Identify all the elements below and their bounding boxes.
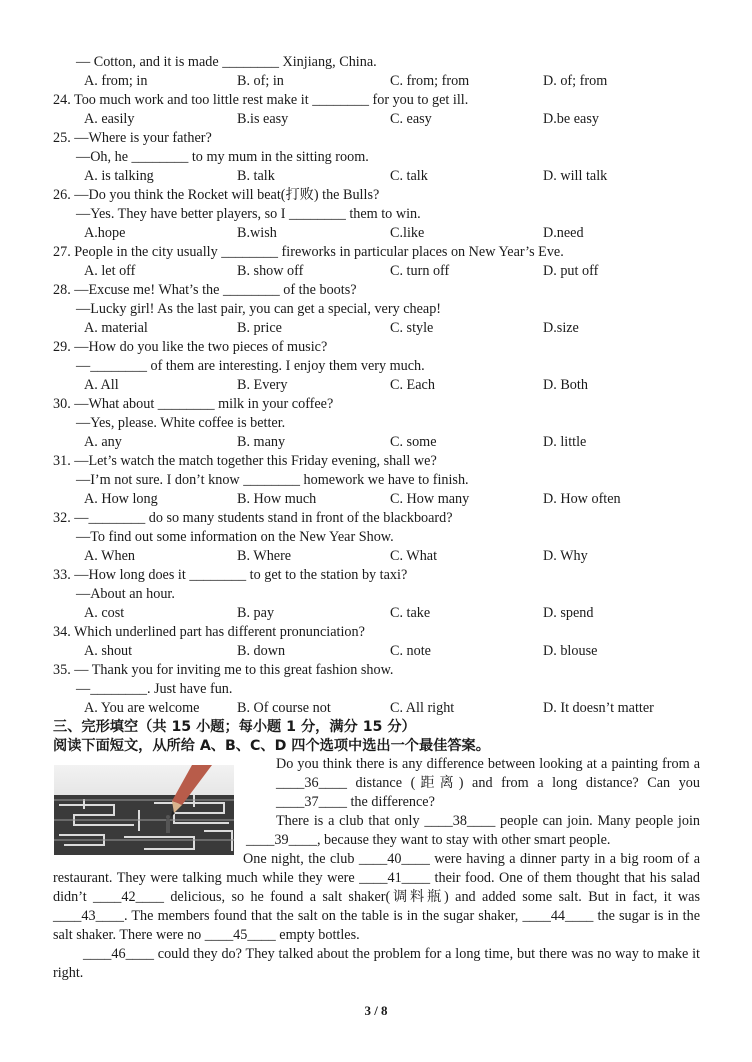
question-line: C. talk — [390, 168, 428, 184]
question-line: B.is easy — [237, 111, 289, 127]
question-line: D. put off — [543, 263, 599, 279]
question-line: 35. — Thank you for inviting me to this great fashion show. — [53, 662, 394, 678]
question-line: A. any — [84, 434, 122, 450]
question-line: C. some — [390, 434, 437, 450]
question-line: B. down — [237, 643, 286, 659]
question-line: C. turn off — [390, 263, 450, 279]
question-line: 24. Too much work and too little rest make it ________ for you to get ill. — [53, 92, 469, 108]
question-line: C. Each — [390, 377, 435, 393]
question-line: —About an hour. — [76, 586, 175, 602]
passage-paragraph-4: ____46____ could they do? They talked about the problem for a long time, but there was no way to make it right. — [53, 946, 700, 981]
question-line: B. Where — [237, 548, 292, 564]
question-line: B. price — [237, 320, 282, 336]
question-line: A. cost — [84, 605, 125, 621]
question-line: B. How much — [237, 491, 317, 507]
question-line: D. It doesn’t matter — [543, 700, 654, 716]
question-line: B. Of course not — [237, 700, 331, 716]
question-line: 33. —How long does it ________ to get to the station by taxi? — [53, 567, 408, 583]
question-line: B. Every — [237, 377, 288, 393]
question-line: — Cotton, and it is made ________ Xinjiang, China. — [76, 54, 377, 70]
section-instruction: 阅读下面短文，从所给 A、B、C、D 四个选项中选出一个最佳答案。 — [53, 738, 490, 754]
question-line: 30. —What about ________ milk in your coffee? — [53, 396, 334, 412]
question-line: B. many — [237, 434, 286, 450]
question-line: —I’m not sure. I don’t know ________ homework we have to finish. — [76, 472, 469, 488]
question-line: A. How long — [84, 491, 158, 507]
question-line: —________. Just have fun. — [76, 681, 233, 697]
question-line: C. from; from — [390, 73, 470, 89]
question-line: A. from; in — [84, 73, 148, 89]
passage-paragraph-3 — [53, 850, 700, 945]
question-line: D. blouse — [543, 643, 598, 659]
question-line: D. Both — [543, 377, 588, 393]
question-line: C. take — [390, 605, 431, 621]
question-line: —To find out some information on the New Year Show. — [76, 529, 394, 545]
question-line: 29. —How do you like the two pieces of music? — [53, 339, 328, 355]
question-line: B. pay — [237, 605, 275, 621]
question-line: C. style — [390, 320, 434, 336]
question-line: —________ of them are interesting. I enjoy them very much. — [76, 358, 425, 374]
question-line: A.hope — [84, 225, 126, 241]
question-line: C. What — [390, 548, 438, 564]
question-line: C.like — [390, 225, 425, 241]
page-number: 3 / 8 — [364, 1003, 388, 1018]
question-line: D. will talk — [543, 168, 608, 184]
question-line: A. shout — [84, 643, 133, 659]
question-line: A. You are welcome — [84, 700, 200, 716]
question-line: —Oh, he ________ to my mum in the sitting room. — [76, 149, 369, 165]
question-line: 31. —Let’s watch the match together this Friday evening, shall we? — [53, 453, 437, 469]
question-line: B. of; in — [237, 73, 284, 89]
question-line: D.be easy — [543, 111, 599, 127]
question-line: 26. —Do you think the Rocket will beat(打败) the Bulls? — [53, 187, 380, 203]
question-line: A. material — [84, 320, 148, 336]
question-line: D.need — [543, 225, 584, 241]
question-line: B. talk — [237, 168, 275, 184]
question-line: —Lucky girl! As the last pair, you can get a special, very cheap! — [76, 301, 442, 317]
passage-paragraph-3-text: One night, the club ____40____ were having a dinner party in a big room of a restaurant. They were talking much while they were ____41____ their food. One of them thought that his salad didn’t ____42____ delicious, so he found a salt shaker(调料瓶) and added some salt. But in fact, it was ____43____. The members found that the salt on the table is in the sugar shaker, ____44____ the sugar is in the salt shaker. There were no ____45____ empty bottles. — [53, 851, 700, 943]
question-line: A. When — [84, 548, 135, 564]
question-line: D. of; from — [543, 73, 608, 89]
passage-paragraph-1: Do you think there is any difference between looking at a painting from a ____36____ distance (距离) and from a long distance? Can you ____37____ the difference? — [276, 756, 700, 810]
question-line: 27. People in the city usually ________ fireworks in particular places on New Year’s Eve. — [53, 244, 564, 260]
question-line: B.wish — [237, 225, 277, 241]
section-title: 三、完形填空（共 15 小题；每小题 1 分，满分 15 分） — [53, 719, 416, 735]
question-line: —Yes, please. White coffee is better. — [76, 415, 286, 431]
question-line: C. All right — [390, 700, 455, 716]
question-line: 25. —Where is your father? — [53, 130, 212, 146]
question-line: A. let off — [84, 263, 136, 279]
question-line: A. All — [84, 377, 119, 393]
question-line: D.size — [543, 320, 579, 336]
question-line: A. is talking — [84, 168, 154, 184]
question-line: B. show off — [237, 263, 304, 279]
question-line: —Yes. They have better players, so I ________ them to win. — [76, 206, 421, 222]
maze-pencil-image — [54, 765, 234, 855]
question-line: C. easy — [390, 111, 432, 127]
question-line: C. note — [390, 643, 431, 659]
question-line: 34. Which underlined part has different pronunciation? — [53, 624, 365, 640]
question-line: D. How often — [543, 491, 621, 507]
question-line: A. easily — [84, 111, 135, 127]
question-line: 28. —Excuse me! What’s the ________ of the boots? — [53, 282, 357, 298]
question-line: D. little — [543, 434, 587, 450]
question-line: D. Why — [543, 548, 588, 564]
passage-paragraph-2: There is a club that only ____38____ people can join. Many people join ____39____, because they want to stay with other smart people. — [246, 813, 700, 848]
question-line: D. spend — [543, 605, 594, 621]
question-line: 32. —________ do so many students stand in front of the blackboard? — [53, 510, 453, 526]
question-line: C. How many — [390, 491, 470, 507]
